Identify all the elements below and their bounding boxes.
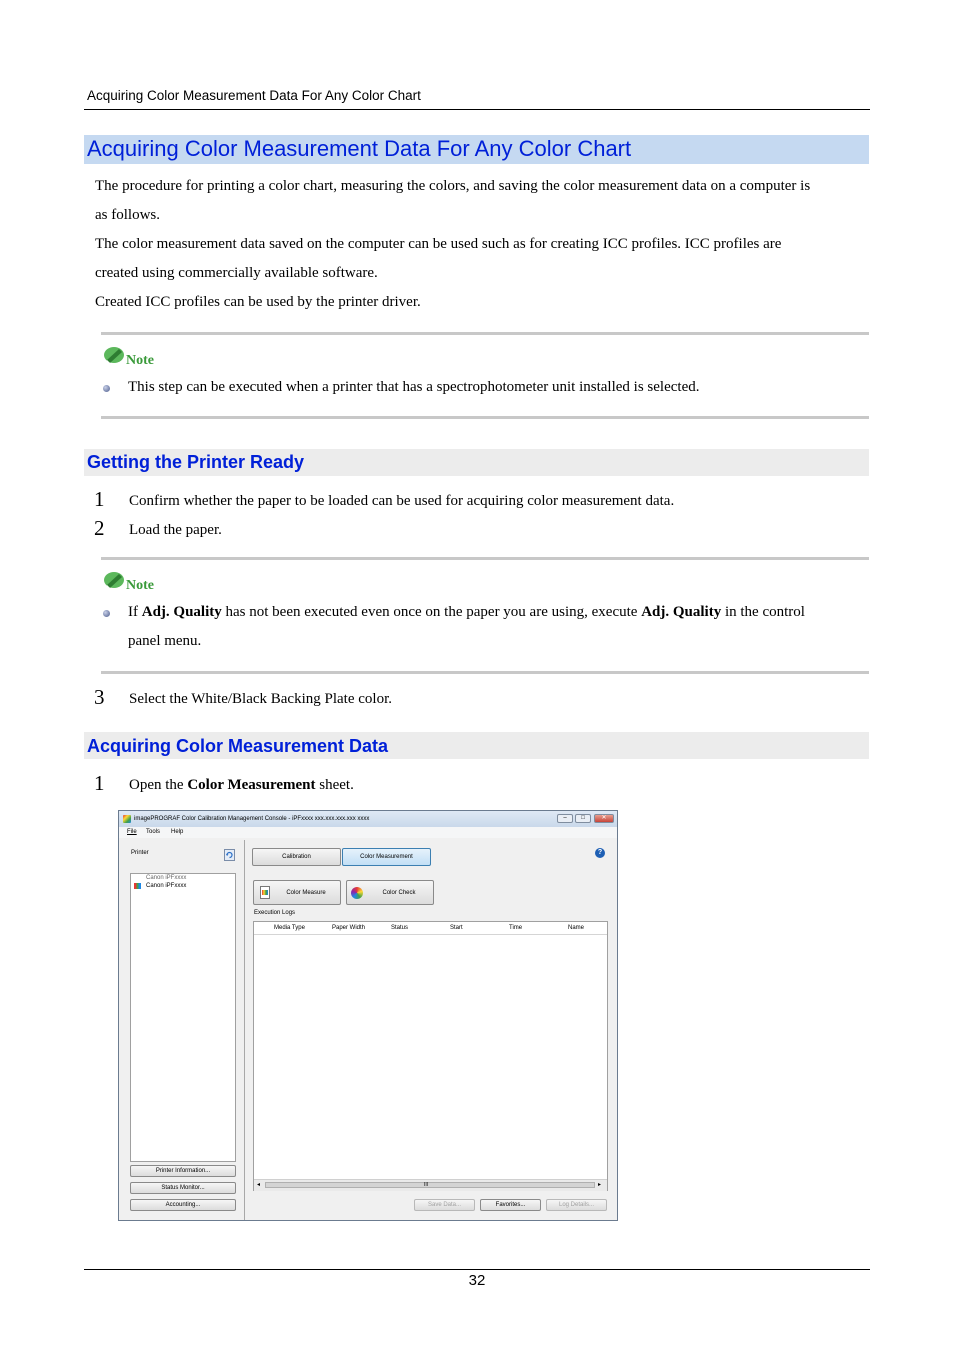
help-icon[interactable]: ?: [595, 848, 605, 858]
menu-file[interactable]: File: [127, 829, 137, 835]
intro-line: The procedure for printing a color chart, measuring the colors, and saving the color measurement data on a computer is: [95, 178, 811, 194]
menu-bar: [119, 827, 617, 838]
scroll-grip: III: [424, 1182, 429, 1188]
note-text-part: If: [128, 604, 142, 620]
tree-node[interactable]: Canon iPFxxxx: [146, 883, 187, 889]
note-pencil-icon: [103, 571, 127, 594]
button-label: Color Measure: [286, 890, 326, 896]
footer-rule: [84, 1269, 870, 1270]
printer-icon: [134, 883, 141, 889]
save-data-button[interactable]: Save Data...: [414, 1199, 475, 1211]
note-text: This step can be executed when a printer that has a spectrophotometer unit installed is selected.: [128, 379, 700, 395]
section-heading: Getting the Printer Ready: [87, 452, 305, 472]
step-number: 3: [94, 685, 105, 709]
note-top-rule: [101, 332, 869, 335]
note-text-part: has not been executed even once on the paper you are using, execute: [221, 604, 642, 620]
step-text: Select the White/Black Backing Plate color.: [129, 691, 392, 707]
minimize-button[interactable]: –: [557, 814, 573, 823]
execution-logs-table: [253, 921, 608, 1191]
step-text-part: sheet.: [315, 777, 354, 793]
column-header[interactable]: Paper Width: [332, 925, 366, 931]
close-button[interactable]: ✕: [594, 814, 614, 823]
app-icon: [123, 815, 131, 823]
header-rule: [84, 109, 870, 110]
bullet-icon: [103, 610, 110, 617]
color-wheel-icon: [351, 887, 363, 899]
note-text-part: in the control: [721, 604, 805, 620]
intro-paragraph: [95, 172, 870, 317]
refresh-icon[interactable]: [224, 849, 235, 861]
printer-label: Printer: [131, 850, 149, 856]
step-number: 1: [94, 771, 105, 795]
intro-line: as follows.: [95, 207, 160, 223]
pane-divider: [244, 840, 245, 1220]
maximize-button[interactable]: □: [575, 814, 591, 823]
section-heading: Acquiring Color Measurement Data: [87, 736, 389, 756]
step-text-part: Open the: [129, 777, 188, 793]
note-pencil-icon: [103, 346, 127, 369]
favorites-button[interactable]: Favorites...: [480, 1199, 541, 1211]
table-header: [254, 922, 607, 935]
intro-line: The color measurement data saved on the computer can be used such as for creating ICC profiles. ICC profiles are: [95, 236, 782, 252]
step-number: 2: [94, 516, 105, 540]
window-title: imagePROGRAF Color Calibration Management Console - iPFxxxx xxx.xxx.xxx.xxx xxxx: [134, 816, 370, 822]
bullet-icon: [103, 385, 110, 392]
note-text-part: panel menu.: [128, 633, 202, 649]
chart-sheet-icon: [260, 886, 270, 899]
printer-tree: [130, 873, 236, 1162]
tree-node[interactable]: Canon iPFxxxx: [146, 875, 187, 881]
window-titlebar: [119, 811, 617, 827]
column-header[interactable]: Start: [450, 925, 463, 931]
horizontal-scrollbar[interactable]: [254, 1179, 607, 1191]
status-monitor-button[interactable]: Status Monitor...: [130, 1182, 236, 1194]
scroll-left-icon[interactable]: ◂: [257, 1182, 261, 1188]
note-bold-term: Adj. Quality: [141, 604, 222, 620]
column-header[interactable]: Status: [391, 925, 409, 931]
execution-logs-label: Execution Logs: [254, 910, 296, 916]
column-header[interactable]: Name: [568, 925, 585, 931]
page-title: Acquiring Color Measurement Data For Any Color Chart: [87, 136, 632, 161]
note-text: [128, 598, 870, 656]
note-bottom-rule: [101, 671, 869, 674]
step-text: Load the paper.: [129, 522, 222, 538]
intro-line: created using commercially available software.: [95, 265, 378, 281]
tab-color-measurement[interactable]: Color Measurement: [342, 848, 431, 866]
menu-tools[interactable]: Tools: [146, 829, 161, 835]
step-number: 1: [94, 487, 105, 511]
log-details-button[interactable]: Log Details...: [546, 1199, 607, 1211]
column-header[interactable]: Media Type: [274, 925, 305, 931]
note-label: Note: [126, 353, 154, 368]
step-text: [129, 777, 354, 794]
note-bottom-rule: [101, 416, 869, 419]
color-check-button[interactable]: [346, 880, 434, 905]
accounting-button[interactable]: Accounting...: [130, 1199, 236, 1211]
note-label: Note: [126, 578, 154, 593]
scroll-thumb[interactable]: [265, 1182, 595, 1188]
app-window-screenshot: [118, 810, 618, 1221]
page-number: 32: [468, 1272, 486, 1289]
note-bold-term: Adj. Quality: [641, 604, 722, 620]
scroll-right-icon[interactable]: ▸: [598, 1182, 602, 1188]
tab-calibration[interactable]: Calibration: [252, 848, 341, 866]
step-bold-term: Color Measurement: [187, 777, 316, 793]
button-label: Color Check: [382, 890, 416, 896]
intro-line: Created ICC profiles can be used by the printer driver.: [95, 294, 421, 310]
menu-help[interactable]: Help: [171, 829, 184, 835]
color-measure-button[interactable]: [253, 880, 341, 905]
running-header: Acquiring Color Measurement Data For Any Color Chart: [87, 88, 421, 103]
step-text: Confirm whether the paper to be loaded can be used for acquiring color measurement data.: [129, 493, 675, 509]
printer-information-button[interactable]: Printer Information...: [130, 1165, 236, 1177]
column-header[interactable]: Time: [509, 925, 523, 931]
note-top-rule: [101, 557, 869, 560]
